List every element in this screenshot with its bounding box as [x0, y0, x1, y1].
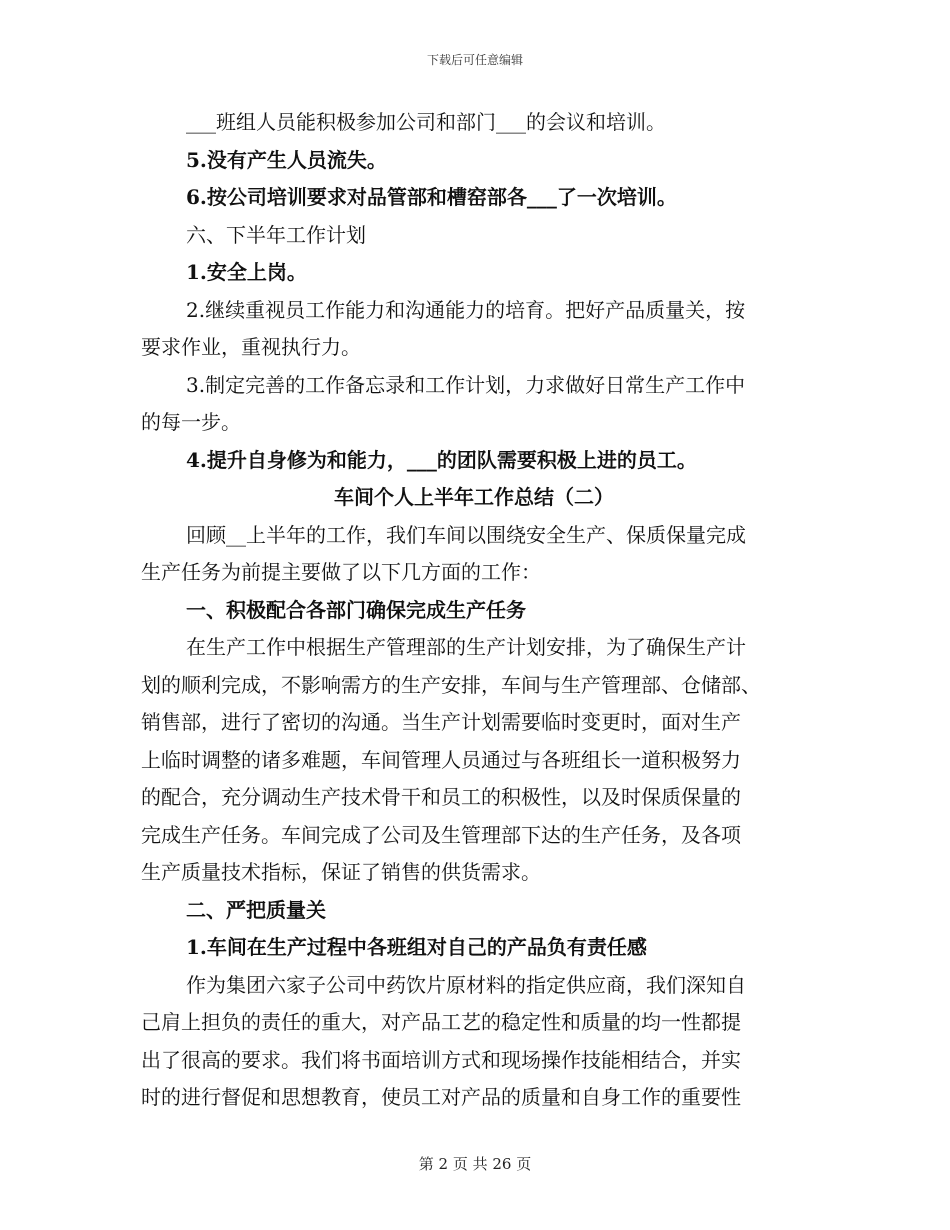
text-line: 的配合，充分调动生产技术骨干和员工的积极性，以及时保质保量的: [141, 785, 741, 809]
text-line: 要求作业，重视执行力。: [141, 335, 361, 359]
page-header: 下载后可任意编辑: [426, 53, 523, 67]
text-line: 回顾__上半年的工作，我们车间以围绕安全生产、保质保量完成: [186, 522, 746, 547]
text-line: 划的顺利完成，不影响需方的生产安排，车间与生产管理部、仓储部、: [141, 672, 761, 697]
text-line: 二、严把质量关: [186, 897, 326, 922]
text-line: 出了很高的要求。我们将书面培训方式和现场操作技能相结合，并实: [141, 1047, 741, 1072]
text-line: 生产任务为前提主要做了以下几方面的工作：: [141, 560, 541, 584]
text-line: 作为集团六家子公司中药饮片原材料的指定供应商，我们深知自: [186, 972, 746, 997]
text-line: 六、下半年工作计划: [186, 222, 366, 247]
text-line: 上临时调整的诸多难题，车间管理人员通过与各班组长一道积极努力: [141, 747, 741, 772]
text-line: 6.按公司培训要求对品管部和槽窑部各___了一次培训。: [186, 185, 677, 209]
text-line: 3.制定完善的工作备忘录和工作计划，力求做好日常生产工作中: [186, 372, 746, 397]
text-line: 5.没有产生人员流失。: [186, 147, 387, 172]
section-title: 车间个人上半年工作总结（二）: [334, 485, 614, 509]
text-line: 1.车间在生产过程中各班组对自己的产品负有责任感: [186, 935, 647, 959]
text-line: 2.继续重视员工作能力和沟通能力的培育。把好产品质量关，按: [186, 297, 746, 322]
page-footer: 第 2 页 共 26 页: [418, 1155, 532, 1173]
text-line: 的每一步。: [141, 410, 241, 434]
text-line: 1.安全上岗。: [186, 260, 307, 284]
text-line: 己肩上担负的责任的重大，对产品工艺的稳定性和质量的均一性都提: [141, 1010, 741, 1034]
document-body: [141, 104, 807, 1117]
text-line: ___班组人员能积极参加公司和部门___的会议和培训。: [186, 110, 666, 134]
text-line: 销售部，进行了密切的沟通。当生产计划需要临时变更时，面对生产: [141, 710, 741, 734]
text-line: 生产质量技术指标，保证了销售的供货需求。: [141, 860, 541, 884]
text-line: 在生产工作中根据生产管理部的生产计划安排，为了确保生产计: [186, 635, 746, 659]
text-line: 时的进行督促和思想教育，使员工对产品的质量和自身工作的重要性: [141, 1085, 741, 1109]
text-line: 4.提升自身修为和能力，___的团队需要积极上进的员工。: [186, 447, 697, 472]
text-line: 一、积极配合各部门确保完成生产任务: [186, 597, 526, 622]
text-line: 完成生产任务。车间完成了公司及生管理部下达的生产任务，及各项: [141, 822, 741, 847]
